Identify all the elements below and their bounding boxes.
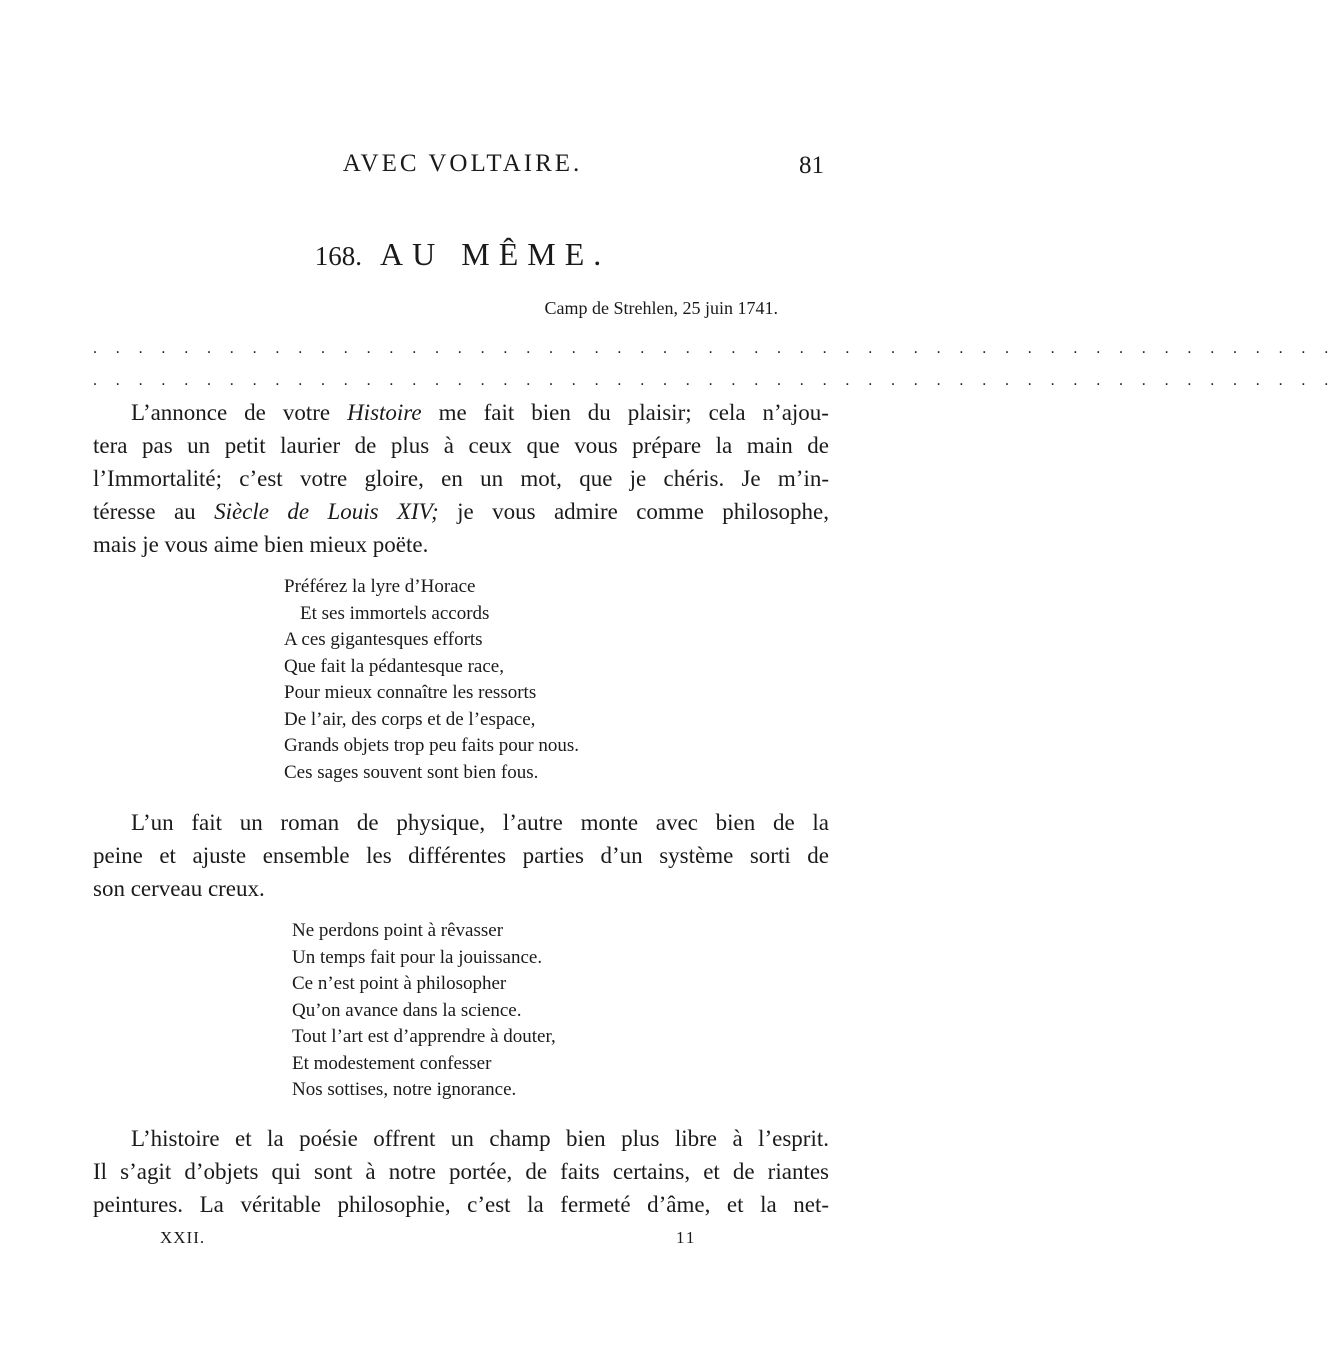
letter-heading <box>0 236 925 273</box>
paragraph-line: l’Immortalité; c’est votre gloire, en un mot, que je chéris. Je m’in- <box>93 466 829 491</box>
verse-line: Tout l’art est d’apprendre à douter, <box>292 1026 556 1047</box>
verse-2 <box>292 918 556 1104</box>
verse-line: Nos sottises, notre ignorance. <box>292 1079 517 1100</box>
verse-line: Pour mieux connaître les ressorts <box>284 682 537 703</box>
running-head <box>0 150 900 182</box>
paragraph-line: peine et ajuste ensemble les différentes parties d’un système sorti de <box>93 843 829 868</box>
dateline: Camp de Strehlen, 25 juin 1741. <box>544 298 778 318</box>
paragraph-line: L’annonce de votre Histoire me fait bien du plaisir; cela n’ajou- <box>131 400 829 425</box>
paragraph-line: peintures. La véritable philosophie, c’est la fermeté d’âme, et la net- <box>93 1192 829 1217</box>
paragraph-1 <box>93 396 829 561</box>
verse-line: Ne perdons point à rêvasser <box>292 920 504 941</box>
verse-line: Préférez la lyre d’Horace <box>284 576 476 597</box>
paragraph-line: tera pas un petit laurier de plus à ceux que vous prépare la main de <box>93 433 829 458</box>
paragraph-2 <box>93 806 829 905</box>
running-head-title: AVEC VOLTAIRE. <box>342 150 583 177</box>
verse-line: Un temps fait pour la jouissance. <box>292 946 543 968</box>
verse-line: De l’air, des corps et de l’espace, <box>284 708 536 730</box>
verse-line: Grands objets trop peu faits pour nous. <box>284 735 579 756</box>
paragraph-3 <box>93 1122 829 1221</box>
paragraph-line: L’histoire et la poésie offrent un champ bien plus libre à l’esprit. <box>131 1126 829 1151</box>
letter-title: AU MÊME. <box>380 236 611 272</box>
volume-signature: XXII. <box>160 1228 206 1247</box>
italic-title: Siècle de Louis XIV; <box>214 499 439 524</box>
verse-line: A ces gigantesques efforts <box>284 629 483 650</box>
page-number: 81 <box>799 152 824 179</box>
verse-line: Et modestement confesser <box>292 1052 492 1074</box>
paragraph-line: L’un fait un roman de physique, l’autre monte avec bien de la <box>131 810 829 835</box>
verse-line: Qu’on avance dans la science. <box>292 999 522 1021</box>
verse-1 <box>284 574 579 786</box>
paragraph-line: mais je vous aime bien mieux poëte. <box>93 532 429 557</box>
paragraph-line: téresse au Siècle de Louis XIV; je vous admire comme philosophe, <box>93 499 829 524</box>
letter-number: 168. <box>314 241 363 271</box>
italic-title: Histoire <box>347 400 422 425</box>
paragraph-line: son cerveau creux. <box>93 876 265 901</box>
verse-line: Ce n’est point à philosopher <box>292 973 507 994</box>
verse-line: Et ses immortels accords <box>300 602 490 624</box>
verse-line: Ces sages souvent sont bien fous. <box>284 761 539 783</box>
gathering-mark: 11 <box>676 1228 697 1247</box>
verse-line: Que fait la pédantesque race, <box>284 655 504 677</box>
ellipsis-line: . . . . . . . . . . . . . . . . . . . . . . . . . . . . . . . . . . . . . . . . . . . . . . . . . . . . . . . <box>93 340 1336 357</box>
ellipsis-line: . . . . . . . . . . . . . . . . . . . . . . . . . . . . . . . . . . . . . . . . . . . . . . . . . . . . . . . <box>93 372 1336 389</box>
paragraph-line: Il s’agit d’objets qui sont à notre portée, de faits certains, et de riantes <box>93 1159 829 1184</box>
